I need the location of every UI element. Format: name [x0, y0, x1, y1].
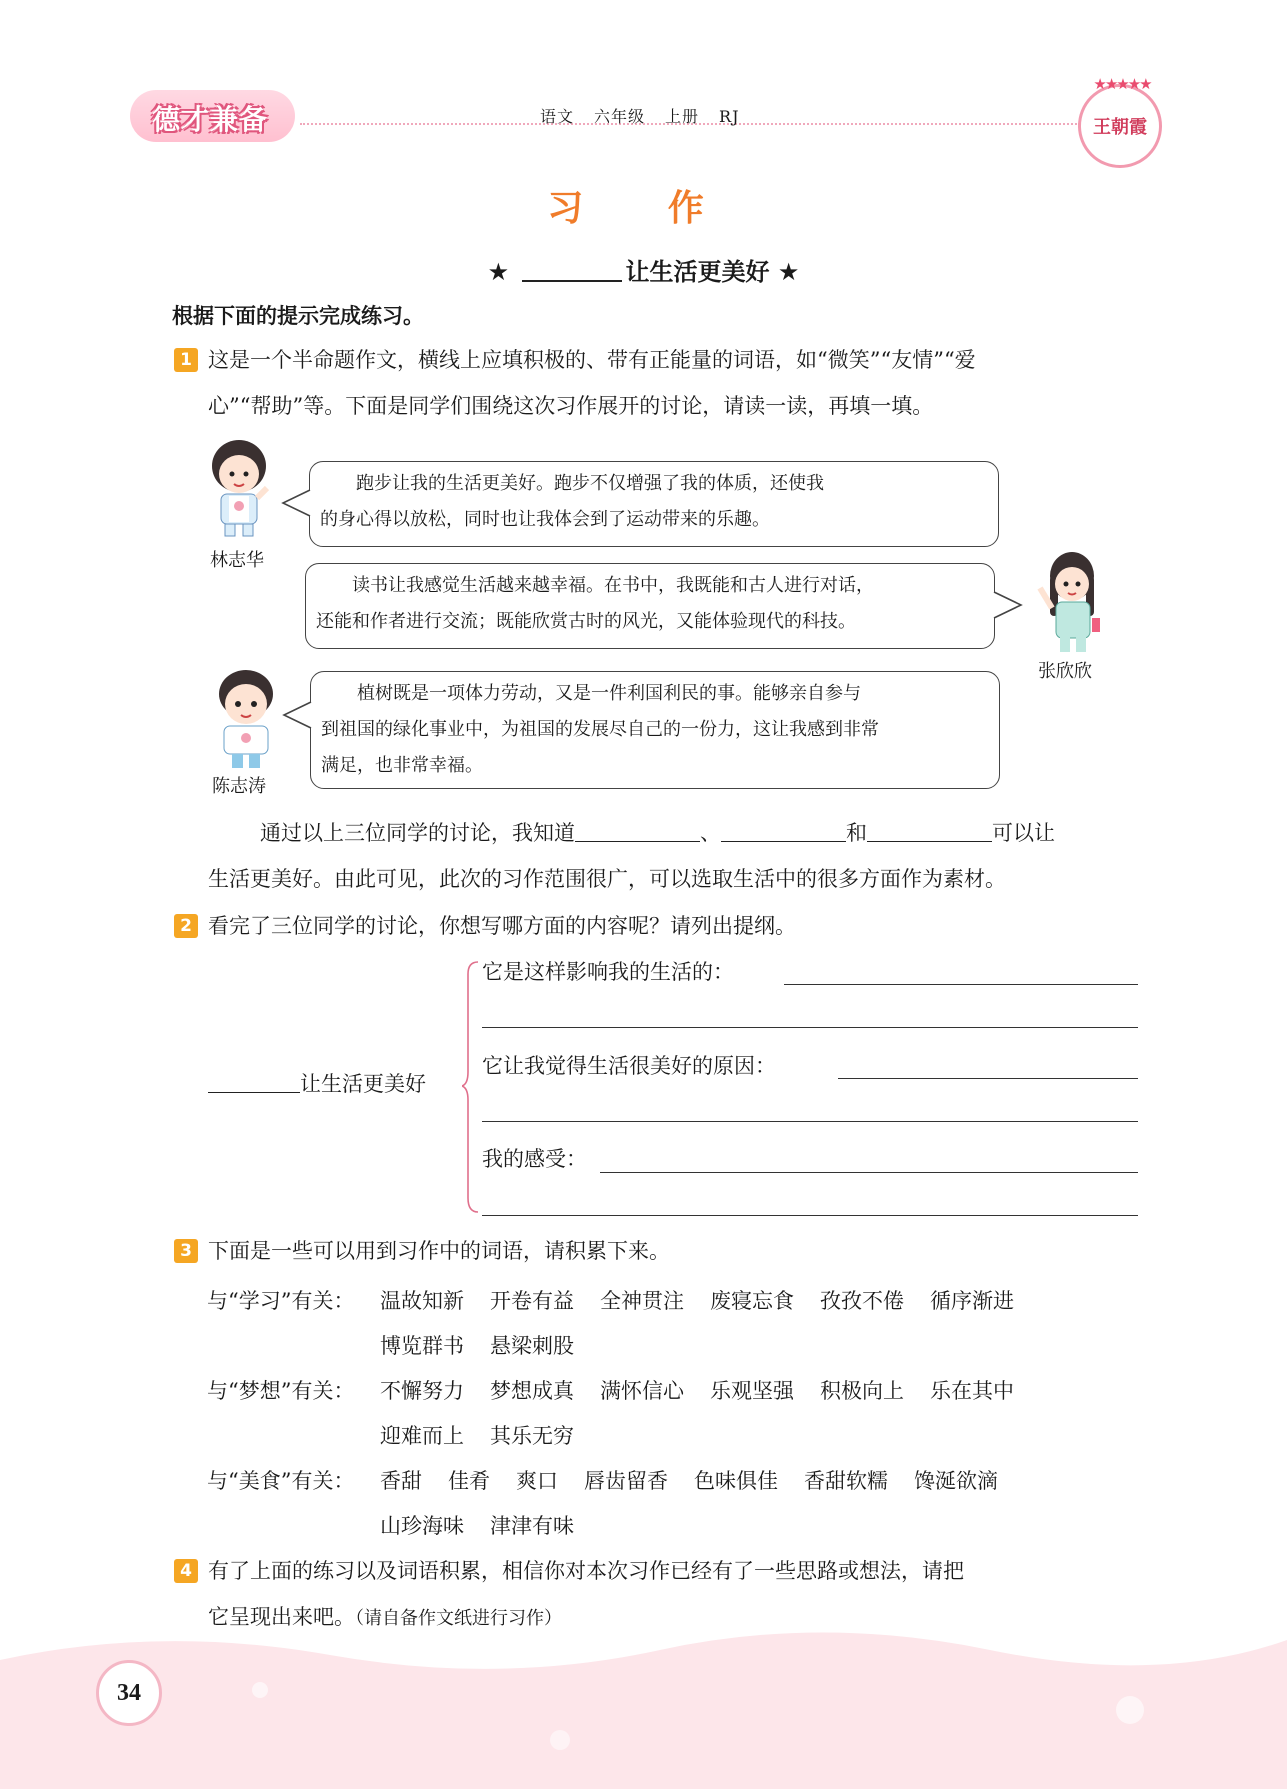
boy-avatar	[210, 668, 282, 772]
vocab-row	[380, 1510, 600, 1540]
vocab-word: 山珍海味	[380, 1514, 464, 1538]
outline-brace	[462, 960, 482, 1215]
vocab-word: 佳肴	[448, 1469, 490, 1493]
seal-text: 王朝霞	[1093, 117, 1147, 138]
star-icon: ★	[487, 258, 510, 286]
boy-avatar	[205, 438, 275, 538]
answer-line[interactable]	[838, 1078, 1138, 1079]
subject: 语文	[540, 107, 575, 126]
vocab-word: 迎难而上	[380, 1424, 464, 1448]
dialog-line: 读书让我感觉生活越来越幸福。在书中，我既能和古人进行对话，	[352, 575, 874, 596]
student-name: 张欣欣	[1038, 661, 1092, 682]
student-name: 林志华	[210, 550, 264, 571]
vocab-row	[380, 1465, 1024, 1495]
vocab-word: 其乐无穷	[490, 1424, 574, 1448]
vocab-word: 梦想成真	[490, 1379, 574, 1403]
answer-blank[interactable]	[721, 841, 846, 842]
bubble-tail	[993, 590, 1023, 620]
q2-text: 看完了三位同学的讨论，你想写哪方面的内容呢？请列出提纲。	[208, 914, 796, 938]
answer-line[interactable]	[600, 1172, 1138, 1173]
speech-bubble	[309, 461, 999, 547]
vocab-row	[380, 1330, 600, 1360]
question-1	[180, 337, 1148, 429]
author-seal	[1078, 75, 1162, 168]
page-title: 习 作	[547, 188, 740, 229]
fill-line2: 生活更美好。由此可见，此次的习作范围很广，可以选取生活中的很多方面作为素材。	[208, 867, 1006, 891]
vocab-word: 开卷有益	[490, 1289, 574, 1313]
outline-center-label: 让生活更美好	[300, 1072, 426, 1096]
student-name: 陈志涛	[212, 776, 266, 797]
fill-prefix: 通过以上三位同学的讨论，我知道	[260, 821, 575, 845]
q4-line2-text: 它呈现出来吧。	[208, 1605, 355, 1629]
q1-fill-in	[208, 810, 1148, 902]
vocab-word: 馋涎欲滴	[914, 1469, 998, 1493]
answer-line[interactable]	[482, 1027, 1138, 1028]
speech-bubble	[310, 671, 1000, 789]
vocab-word: 孜孜不倦	[820, 1289, 904, 1313]
outline-topic	[208, 1068, 426, 1098]
vocab-word: 香甜	[380, 1469, 422, 1493]
question-3	[180, 1228, 1148, 1274]
fill-sep: 、	[700, 821, 721, 845]
answer-line[interactable]	[482, 1215, 1138, 1216]
vocab-word: 悬梁刺股	[490, 1334, 574, 1358]
instruction: 根据下面的提示完成练习。	[172, 304, 424, 328]
brand-name: 德才兼备	[152, 103, 269, 136]
answer-blank[interactable]	[575, 841, 700, 842]
bubble-tail	[282, 700, 312, 730]
answer-blank[interactable]	[867, 841, 992, 842]
q4-line1: 有了上面的练习以及词语积累，相信你对本次习作已经有了一些思路或想法，请把	[208, 1559, 964, 1583]
vocab-label: 与“学习”有关：	[207, 1289, 355, 1313]
girl-avatar	[1030, 548, 1110, 658]
vocab-word: 爽口	[516, 1469, 558, 1493]
topic-blank[interactable]	[522, 280, 622, 282]
vocab-word: 温故知新	[380, 1289, 464, 1313]
outline-item-3: 我的感受：	[482, 1147, 587, 1171]
topic-blank[interactable]	[208, 1092, 300, 1093]
vocab-row	[380, 1285, 1040, 1315]
outline-item-1: 它是这样影响我的生活的：	[482, 960, 734, 984]
book-info	[540, 104, 760, 127]
answer-line[interactable]	[482, 1121, 1138, 1122]
grade: 六年级	[594, 107, 646, 126]
dialog-line: 满足，也非常幸福。	[321, 755, 483, 776]
vocab-word: 全神贯注	[600, 1289, 684, 1313]
question-number: 3	[174, 1239, 198, 1263]
speech-bubble	[305, 563, 995, 649]
q1-line2: 心”“帮助”等。下面是同学们围绕这次习作展开的讨论，请读一读，再填一填。	[208, 394, 934, 418]
vocab-word: 循序渐进	[930, 1289, 1014, 1313]
star-icon: ★	[777, 258, 800, 286]
vocab-word: 博览群书	[380, 1334, 464, 1358]
vocab-label: 与“梦想”有关：	[207, 1379, 355, 1403]
edition: RJ	[719, 107, 740, 126]
vocab-word: 津津有味	[490, 1514, 574, 1538]
bottom-wave-decoration	[0, 1620, 1287, 1789]
fill-suffix: 可以让	[992, 821, 1055, 845]
dialog-line: 的身心得以放松，同时也让我体会到了运动带来的乐趣。	[320, 509, 770, 530]
dialog-line: 到祖国的绿化事业中，为祖国的发展尽自己的一份力，这让我感到非常	[321, 719, 879, 740]
dialog-line: 植树既是一项体力劳动，又是一件利国利民的事。能够亲自参与	[357, 683, 861, 704]
answer-line[interactable]	[784, 984, 1138, 985]
fill-line	[208, 810, 1148, 856]
page-number: 34	[96, 1660, 162, 1726]
vocab-word: 唇齿留香	[584, 1469, 668, 1493]
q4-note: （请自备作文纸进行习作）	[355, 1608, 562, 1629]
question-2	[180, 903, 1148, 949]
vocab-word: 乐观坚强	[710, 1379, 794, 1403]
question-number: 2	[174, 914, 198, 938]
vocab-word: 不懈努力	[380, 1379, 464, 1403]
vocab-word: 乐在其中	[930, 1379, 1014, 1403]
vocab-word: 满怀信心	[600, 1379, 684, 1403]
volume: 上册	[665, 107, 700, 126]
vocab-word: 色味俱佳	[694, 1469, 778, 1493]
vocab-word: 积极向上	[820, 1379, 904, 1403]
question-number: 1	[174, 348, 198, 372]
question-number: 4	[174, 1559, 198, 1583]
brand-logo	[130, 86, 300, 142]
dialog-line: 还能和作者进行交流；既能欣赏古时的风光，又能体验现代的科技。	[316, 611, 856, 632]
outline-item-2: 它让我觉得生活很美好的原因：	[482, 1054, 776, 1078]
vocab-row	[380, 1420, 600, 1450]
bubble-tail	[281, 488, 311, 518]
essay-topic	[0, 252, 1287, 287]
topic-text: 让生活更美好	[625, 258, 770, 286]
vocab-label: 与“美食”有关：	[207, 1469, 355, 1493]
q1-line1: 这是一个半命题作文，横线上应填积极的、带有正能量的词语，如“微笑”“友情”“爱	[208, 348, 976, 372]
vocab-row	[380, 1375, 1040, 1405]
vocab-word: 香甜软糯	[804, 1469, 888, 1493]
q3-text: 下面是一些可以用到习作中的词语，请积累下来。	[208, 1239, 670, 1263]
vocab-word: 废寝忘食	[710, 1289, 794, 1313]
seal-stars: ★★★★★	[1093, 75, 1151, 93]
fill-sep: 和	[846, 821, 867, 845]
dialog-line: 跑步让我的生活更美好。跑步不仅增强了我的体质，还使我	[356, 473, 824, 494]
